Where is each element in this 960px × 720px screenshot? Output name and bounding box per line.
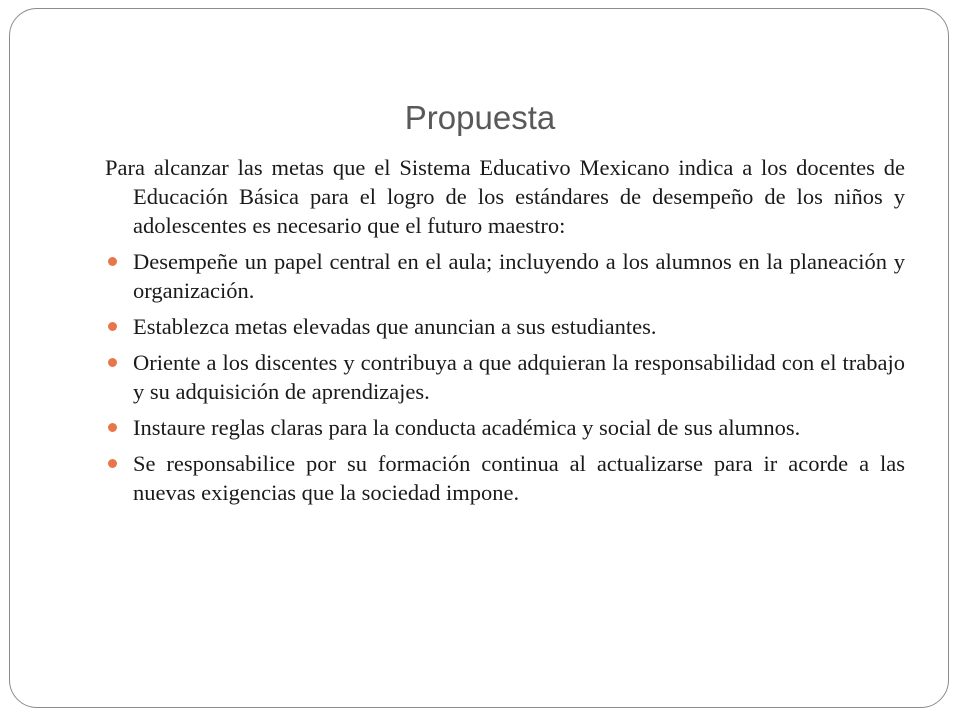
bullet-item [105,449,905,507]
slide-content [105,153,905,514]
bullet-item [105,348,905,406]
bullet-text: Se responsabilice por su formación continua al actualizarse para ir acorde a las nuevas exigencias que la sociedad impone. [133,451,905,505]
bullet-dot-icon [108,322,117,331]
intro-paragraph: Para alcanzar las metas que el Sistema Educativo Mexicano indica a los docentes de Educación Básica para el logro de los estándares de desempeño de los niños y adolescentes es necesario que el futuro maestro: [105,155,905,238]
bullet-list [105,247,905,507]
bullet-item [105,312,905,341]
slide-title: Propuesta [404,99,556,136]
bullet-dot-icon [108,358,117,367]
bullet-text: Desempeñe un papel central en el aula; incluyendo a los alumnos en la planeación y organización. [133,249,905,303]
bullet-dot-icon [108,423,117,432]
bullet-text: Oriente a los discentes y contribuya a que adquieran la responsabilidad con el trabajo y su adquisición de aprendizajes. [133,350,905,404]
bullet-item [105,247,905,305]
bullet-item [105,413,905,442]
bullet-text: Instaure reglas claras para la conducta académica y social de sus alumnos. [133,415,801,440]
bullet-text: Establezca metas elevadas que anuncian a sus estudiantes. [133,314,657,339]
bullet-dot-icon [108,459,117,468]
bullet-dot-icon [108,257,117,266]
